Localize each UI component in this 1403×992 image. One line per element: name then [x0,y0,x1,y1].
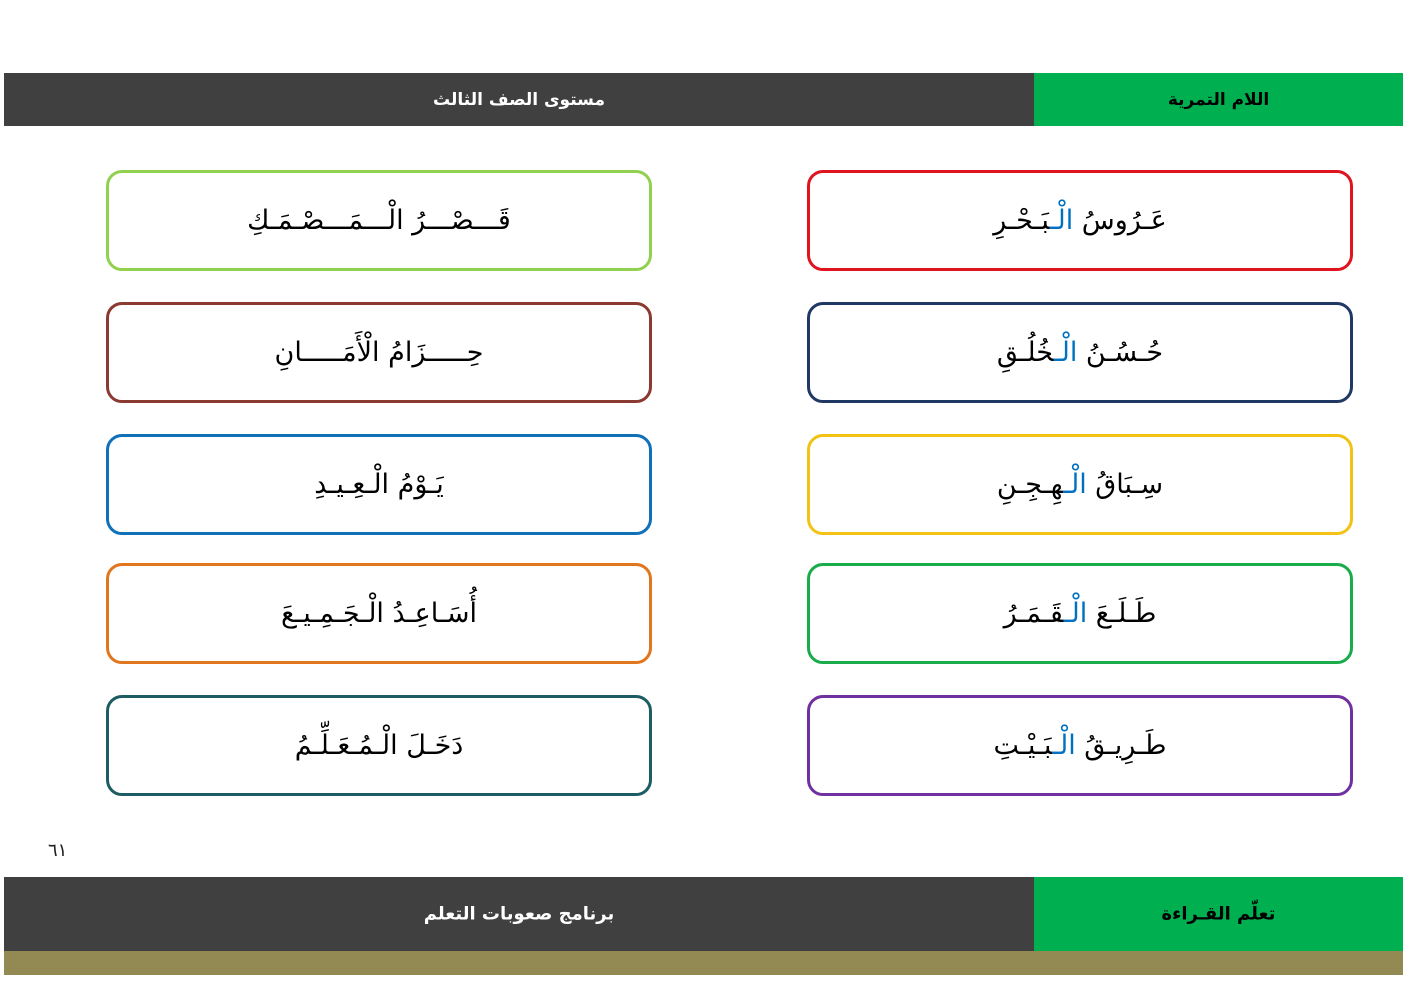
phrase-article: الْــ [372,205,404,236]
phrase-first-word: عَـرُوسُ [1073,205,1167,236]
card-phrase [275,337,484,368]
word-card [807,170,1353,271]
phrase-first-word: سِـبَاقُ [1086,469,1164,500]
phrase-article: الْـ [373,730,398,761]
phrase-second-word: بَـيْـتِ [993,730,1053,761]
card-phrase [997,469,1163,500]
lesson-label: اللام التمرية [1167,89,1270,110]
card-phrase [1004,598,1157,629]
phrase-article: الْـ [1063,598,1088,629]
phrase-article: الْـ [1049,205,1074,236]
word-card [106,302,652,403]
phrase-first-word: دَخَـلَ [397,730,464,761]
phrase-second-word: أَمَـــــانِ [274,337,357,368]
phrase-first-word: طَـرِيـقُ [1075,730,1167,761]
phrase-second-word: قَـمَـرُ [1003,598,1064,629]
word-card [807,563,1353,664]
word-card [807,434,1353,535]
page-number: ٦١ [48,840,68,861]
card-phrase [997,337,1163,368]
phrase-second-word: جَـمِـيـعَ [281,598,361,629]
phrase-second-word: خُلُـقِ [996,337,1054,368]
card-phrase [247,205,511,236]
header-level-section [4,73,1034,126]
subject-label: تعلّم القـراءة [1161,903,1276,925]
phrase-first-word: يَـوْمُ [389,469,444,500]
footer-program-section [4,877,1034,951]
word-card [106,434,652,535]
level-label: مستوى الصف الثالث [433,89,605,110]
card-phrase [993,730,1166,761]
phrase-article: الْـ [365,469,390,500]
card-phrase [314,469,444,500]
program-label: برنامج صعوبات التعلم [423,903,615,925]
phrase-article: الْ [356,337,380,368]
word-card [106,563,652,664]
card-phrase [295,730,464,761]
phrase-second-word: عِـيـدِ [314,469,366,500]
phrase-first-word: حُـسُـنُ [1077,337,1164,368]
phrase-second-word: مُـعَـلِّـمُ [294,730,374,761]
phrase-second-word: هِـجِـنِ [996,469,1064,500]
phrase-second-word: ـمَـــصْـمَـكِ [247,205,373,236]
phrase-first-word: حِـــــزَامُ [379,337,484,368]
card-phrase [281,598,477,629]
phrase-first-word: قَـــصْـــرُ [403,205,511,236]
footer-bar [4,877,1403,951]
header-lesson-section [1034,73,1403,126]
word-card [807,302,1353,403]
footer-subject-section [1034,877,1403,951]
phrase-article: الْـ [1053,337,1078,368]
phrase-second-word: بَـحْـرِ [993,205,1050,236]
word-card [807,695,1353,796]
word-card [106,170,652,271]
phrase-article: الْـ [1063,469,1087,500]
phrase-article: الْـ [1052,730,1076,761]
word-card [106,695,652,796]
phrase-article: الْـ [360,598,384,629]
phrase-first-word: طَـلَـعَ [1087,598,1157,629]
header-bar [4,73,1403,126]
footer-olive-strip [4,951,1403,975]
phrase-first-word: أُسَـاعِـدُ [383,598,477,629]
card-phrase [993,205,1166,236]
